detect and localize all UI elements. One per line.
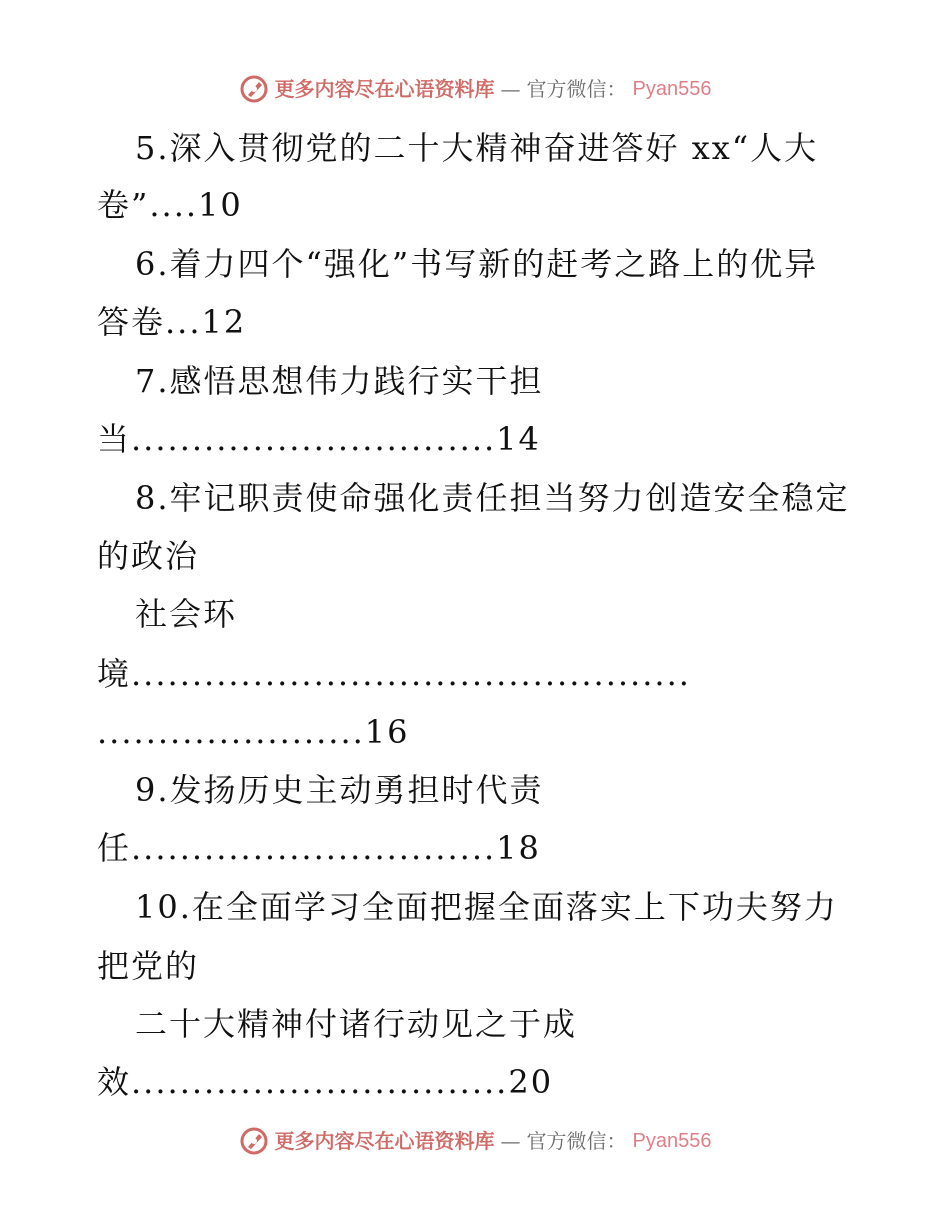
- watermark-official-text: 官方微信：: [526, 1129, 627, 1153]
- watermark-dash: —: [500, 77, 521, 101]
- toc-line: 卷”....10: [97, 186, 243, 224]
- watermark-footer: [0, 1126, 950, 1156]
- watermark-wechat-id: Pyan556: [632, 1130, 712, 1152]
- toc-line: 境..............................................: [97, 655, 691, 693]
- toc-line: 二十大精神付诸行动见之于成: [135, 1005, 578, 1043]
- watermark-dash: —: [500, 1129, 521, 1153]
- toc-line: ......................16: [97, 713, 410, 751]
- pen-circle-logo-icon: [239, 1126, 269, 1156]
- watermark-official-text: 官方微信：: [526, 77, 627, 101]
- toc-line: 9.发扬历史主动勇担时代责: [135, 771, 544, 809]
- watermark-wechat-id: Pyan556: [632, 78, 712, 100]
- toc-line: 5.深入贯彻党的二十大精神奋进答好 xx“人大: [135, 129, 819, 167]
- toc-line: 7.感悟思想伟力践行实干担: [135, 362, 544, 400]
- watermark-header: [0, 74, 950, 104]
- toc-line: 6.着力四个“强化”书写新的赶考之路上的优异: [135, 245, 819, 283]
- toc-line: 任..............................18: [97, 829, 541, 867]
- toc-line: 答卷...12: [97, 303, 247, 341]
- toc-line: 把党的: [97, 947, 200, 985]
- pen-circle-logo-icon: [239, 74, 269, 104]
- watermark-brand-text: 更多内容尽在心语资料库: [274, 1129, 495, 1153]
- watermark-brand-text: 更多内容尽在心语资料库: [274, 77, 495, 101]
- toc-line: 的政治: [97, 537, 200, 575]
- toc-line: 效...............................20: [97, 1063, 554, 1101]
- toc-line: 社会环: [135, 595, 238, 633]
- toc-line: 8.牢记职责使命强化责任担当努力创造安全稳定: [135, 479, 850, 517]
- toc-line: 10.在全面学习全面把握全面落实上下功夫努力: [135, 888, 838, 926]
- toc-line: 当..............................14: [97, 420, 541, 458]
